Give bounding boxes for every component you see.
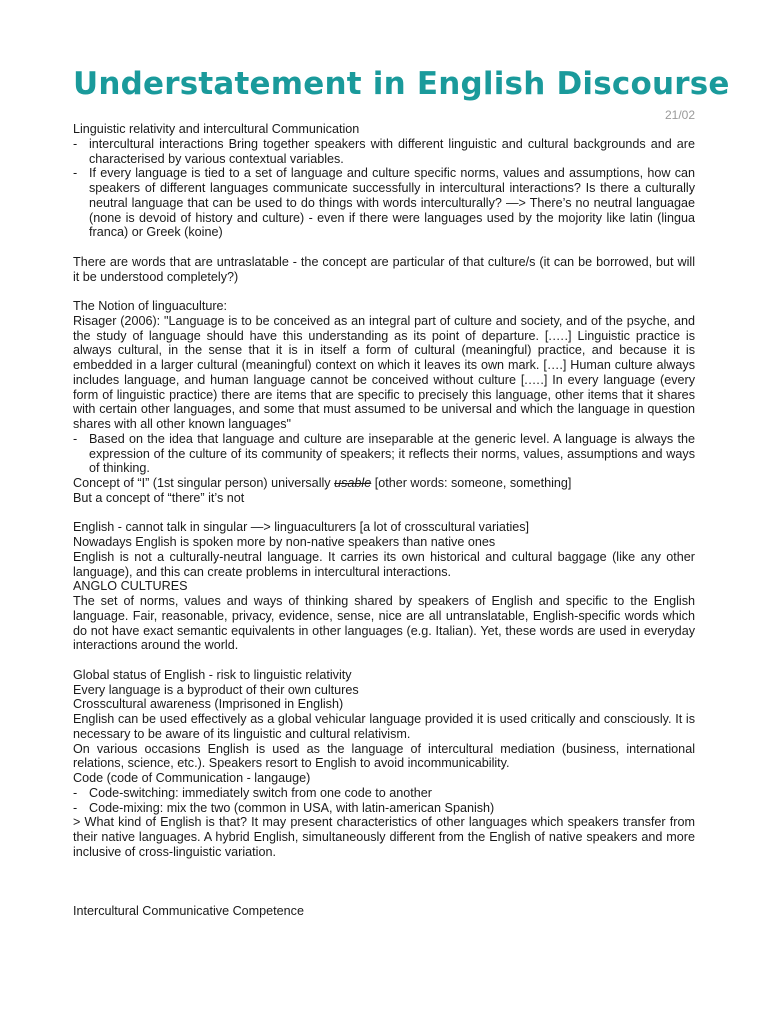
paragraph-untranslatable: There are words that are untraslatable - the concept are particular of that culture/s (it can be borrowed, but will it be understood completely?)	[73, 254, 695, 284]
paragraph-global-status: Global status of English - risk to linguistic relativity	[73, 667, 352, 682]
quote-risager: Risager (2006): "Language is to be conceived as an integral part of culture and society, and of the psyche, and the study of language should have this understanding as its point of departure. [.….] Linguistic practice is always cultural, in the sense that it is in itself a form of cultural (meaningful) practice, and because it is embedded in a larger cultural (meaningful) context on which it leaves its own mark. [….] Human culture always includes language, and human language cannot be conceived without culture [.….] In every language (every form of linguistic practice) there are items that are specific to precisely this language, other items that it shares with certain other languages, and some that must assumed to be universal and which the language in question shares with all other known languages"	[73, 313, 695, 431]
date-label: 21/02	[664, 108, 695, 122]
bullet-list-linguaculture	[73, 432, 695, 476]
section-heading-code: Code (code of Communication - langauge)	[73, 771, 311, 785]
text-span: Concept of “I” (1st singular person) universally	[73, 476, 335, 490]
section-heading-linguaculture: The Notion of linguaculture:	[73, 299, 228, 313]
paragraph-concept-there: But a concept of “there” it’s not	[73, 490, 245, 505]
section-heading-anglo-cultures: ANGLO CULTURES	[73, 579, 188, 594]
page-title: Understatement in English Discourse	[73, 66, 730, 102]
bullet-list-code	[73, 786, 695, 816]
list-item: - Based on the idea that language and culture are inseparable at the generic level. A language is always the expression of the culture of its community of speakers; it reflects their norms, values, assumptions and ways of thinking.	[73, 432, 695, 476]
paragraph-nowadays: Nowadays English is spoken more by non-native speakers than native ones	[73, 535, 496, 549]
spacer	[73, 653, 695, 668]
section-heading-icc: Intercultural Communicative Competence	[73, 903, 304, 918]
bullet-list-relativity	[73, 137, 695, 240]
paragraph-what-kind: > What kind of English is that? It may present characteristics of other languages which speakers transfer from their native languages. A hybrid English, simultaneously different from the English of native speakers and more inclusive of cross-linguistic variation.	[73, 815, 695, 859]
paragraph-vehicular: English can be used effectively as a global vehicular language provided it is used critically and consciously. It is necessary to be aware of its linguistic and cultural relativism.	[73, 712, 695, 741]
paragraph-not-neutral: English is not a culturally-neutral language. It carries its own historical and cultural baggage (like any other language), and this can create problems in intercultural interactions.	[73, 549, 695, 579]
text-span: [other words: someone, something]	[371, 476, 572, 490]
paragraph-crosscultural: Crosscultural awareness (Imprisoned in English)	[73, 697, 344, 712]
spacer	[73, 860, 695, 904]
paragraph-concept-i	[73, 476, 695, 491]
document-body	[73, 122, 695, 918]
list-item: - intercultural interactions Bring together speakers with different linguistic and cultural backgrounds and are characterised by various contextual variables.	[73, 137, 695, 167]
paragraph-anglo: The set of norms, values and ways of thinking shared by speakers of English and specific to the English language. Fair, reasonable, privacy, evidence, sense, nice are all untranslatable, English-specific words which do not have exact semantic equivalents in other languages (e.g. Italian). Yet, these words are used in everyday interactions around the world.	[73, 594, 695, 653]
spacer	[73, 506, 695, 521]
paragraph-byproduct: Every language is a byproduct of their own cultures	[73, 682, 359, 697]
spacer	[73, 240, 695, 255]
paragraph-mediation: On various occasions English is used as the language of intercultural mediation (business, international relations, science, etc.). Speakers resort to English to avoid incommunicability.	[73, 741, 695, 771]
spacer	[73, 284, 695, 299]
list-item: - Code-switching: immediately switch from one code to another	[73, 786, 695, 801]
struck-word: usable	[334, 476, 372, 490]
paragraph-english-singular: English - cannot talk in singular —> linguaculturers [a lot of crosscultural variaties]	[73, 520, 530, 535]
list-item: - If every language is tied to a set of language and culture specific norms, values and assumptions, how can speakers of different languages communicate successfully in intercultural interactions? Is there a culturally neutral language that can be used to do things with words interculturally? —> There’s no neutral languagae (none is devoid of history and culture) - even if there were languages used by the mojority like latin (lingua franca) or Greek (koine)	[73, 166, 695, 240]
list-item: - Code-mixing: mix the two (common in USA, with latin-american Spanish)	[73, 801, 695, 816]
section-heading-linguistic-relativity: Linguistic relativity and intercultural Communication	[73, 122, 360, 136]
